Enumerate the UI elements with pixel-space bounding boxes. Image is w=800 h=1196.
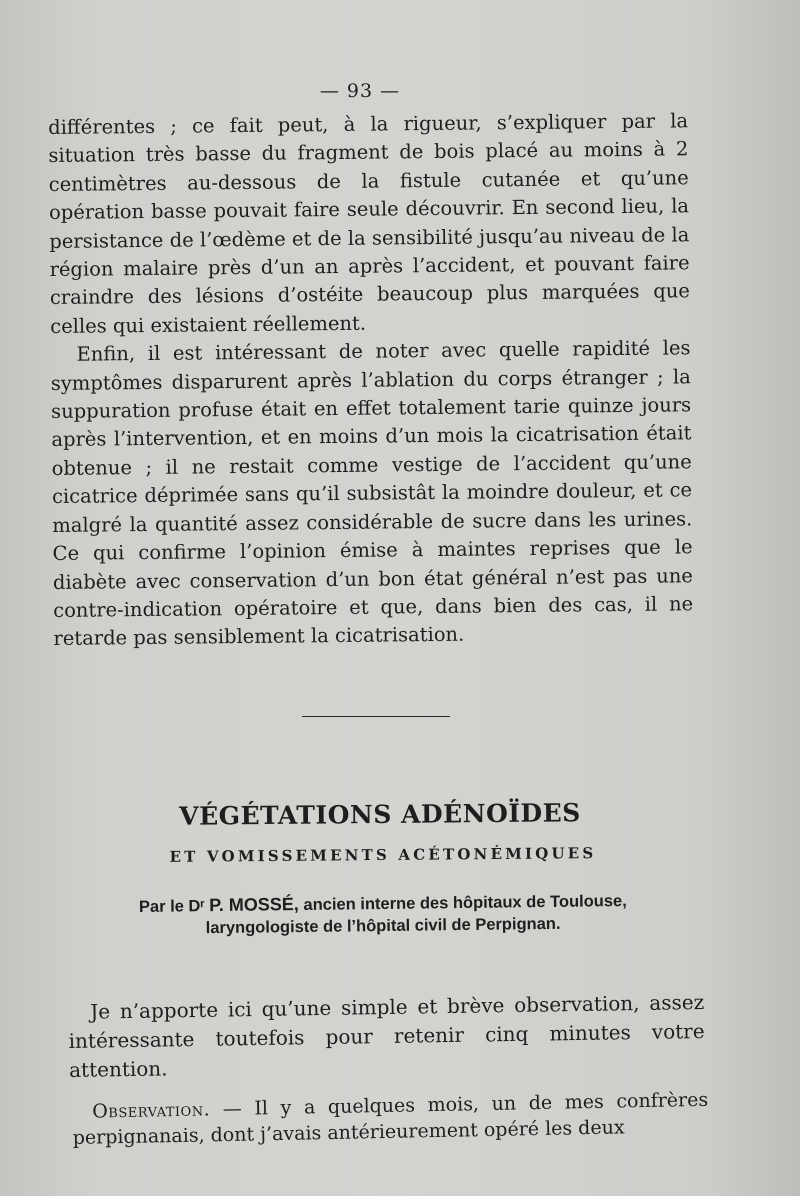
- article-title: VÉGÉTATIONS ADÉNOÏDES: [179, 798, 581, 831]
- page-number: — 93 —: [319, 80, 401, 102]
- observation-paragraph: [72, 1087, 709, 1151]
- observation-text: — Il y a quelques mois, un de mes confrères perpignanais, dont j’avais antérieurement opéré les deux: [72, 1088, 709, 1149]
- observation-label: Observation.: [92, 1098, 211, 1123]
- body-text: [48, 107, 694, 653]
- author-affiliation-1: ancien interne des hôpitaux de Toulouse,: [303, 892, 627, 914]
- author-name: P. MOSSÉ,: [209, 894, 299, 916]
- byline: [0, 887, 766, 941]
- body-paragraph-1: différentes ; ce fait peut, à la rigueur, s’expliquer par la situation très basse du fragment de bois placé au moins à 2 centimètres au-dessous de la fistule cutanée et qu’une opération basse pouvait faire seule découvrir. En second lieu, la persistance de l’œdème et de la sensibilité jusqu’au niveau de la région malaire près d’un an après l’accident, et pouvant faire craindre des lésions d’ostéite beaucoup plus marquées que celles qui existaient réellement.: [48, 109, 691, 338]
- byline-line-2: laryngologiste de l’hôpital civil de Perpignan.: [205, 914, 561, 938]
- body-paragraph-2: Enfin, il est intéressant de noter avec quelle rapidité les symptômes disparurent après l’ablation du corps étranger ; la suppuration profuse était en effet totalement tarie quinze jours après l’intervention, et en moins d’un mois la cicatrisation était obtenue ; il ne restait comme vestige de l’accident qu’une cicatrice déprimée sans qu’il subsistât la moindre douleur, et ce malgré la quantité assez considérable de sucre dans les urines. Ce qui confirme l’opinion émise à maintes reprises que le diabète avec conservation d’un bon état général n’est pas une contre-indication opératoire et que, dans bien des cas, il ne retarde pas sensiblement la cicatrisation.: [50, 336, 694, 651]
- intro-paragraph: Je n’apporte ici qu’une simple et brève observation, assez intéressante toutefois pour retenir cinq minutes votre attention.: [68, 990, 705, 1082]
- byline-prefix: Par le Dʳ: [138, 897, 205, 916]
- article-subtitle: ET VOMISSEMENTS ACÉTONÉMIQUES: [169, 844, 597, 866]
- section-divider: [302, 716, 450, 717]
